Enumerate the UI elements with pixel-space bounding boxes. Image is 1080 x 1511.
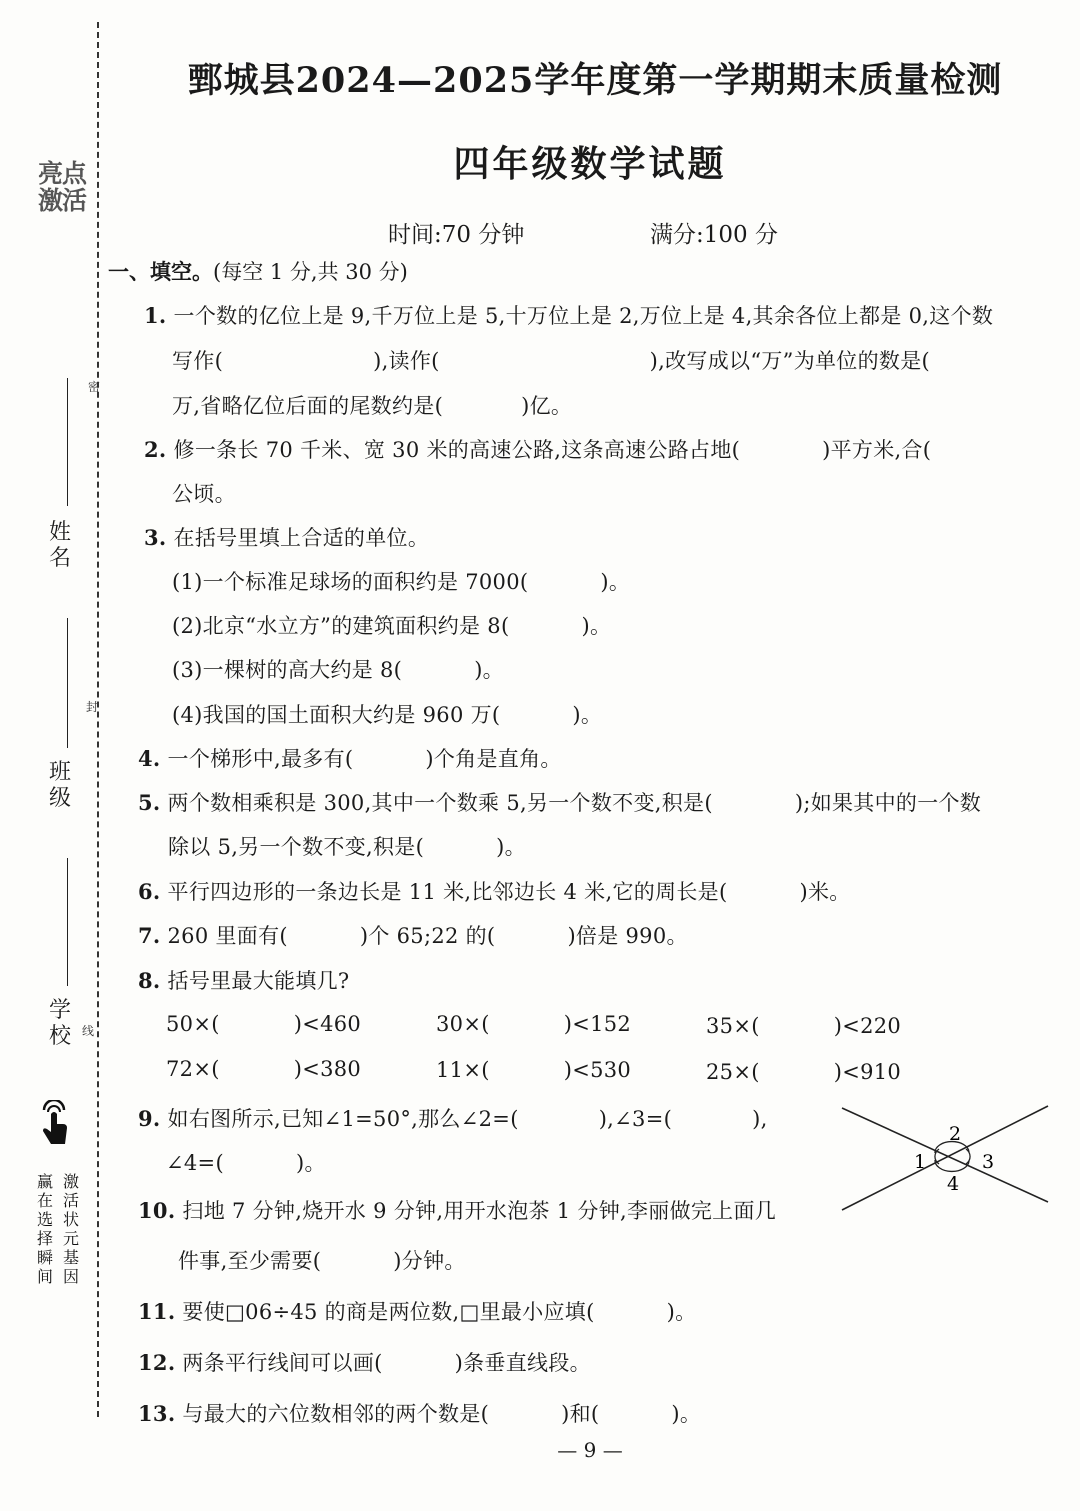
q7-line (138, 920, 688, 950)
q3-item1-end: )。 (600, 570, 631, 594)
q7-text-c: )倍是 990。 (567, 924, 688, 948)
q12-text-end: )条垂直线段。 (454, 1351, 591, 1375)
q1-line2 (172, 345, 930, 375)
q6-text-end: )米。 (799, 880, 851, 904)
q9-line1 (138, 1103, 768, 1133)
q5-text: 两个数相乘积是 300,其中一个数乘 5,另一个数不变,积是( (167, 791, 713, 815)
q8-stem (138, 965, 349, 995)
tap-hand-icon (36, 1100, 72, 1148)
q2-text: 修一条长 70 千米、宽 30 米的高速公路,这条高速公路占地( (173, 438, 741, 462)
figure-label-2: 2 (949, 1123, 962, 1145)
q3-item1-text: (1)一个标准足球场的面积约是 7000( (172, 570, 529, 594)
q3-item3-text: (3)一棵树的高大约是 8( (172, 658, 403, 682)
q7-text: 260 里面有( (167, 924, 288, 948)
slogan-col1: 激活状元基因 (62, 1172, 79, 1286)
q3-item2-text: (2)北京“水立方”的建筑面积约是 8( (172, 614, 510, 638)
q13-text: 与最大的六位数相邻的两个数是( (182, 1402, 490, 1426)
q8-r2c1-a: 72×( (166, 1057, 220, 1081)
brand-top: 亮点 (38, 159, 87, 188)
q6-text: 平行四边形的一条边长是 11 米,比邻边长 4 米,它的周长是( (167, 880, 728, 904)
q9-number: 9. (138, 1106, 161, 1131)
q10-line2-end: )分钟。 (393, 1249, 466, 1273)
figure-label-4: 4 (947, 1173, 960, 1195)
slogan-col2: 赢在选择瞬间 (36, 1172, 53, 1286)
q3-item-1 (172, 566, 630, 596)
class-underline (67, 618, 68, 748)
q10-line2-text: 件事,至少需要( (178, 1249, 322, 1273)
q5-line1 (138, 787, 981, 817)
class-label: 班级 (48, 760, 71, 811)
q3-item4-text: (4)我国的国土面积大约是 960 万( (172, 703, 501, 727)
school-underline (67, 858, 68, 986)
q2-line2: 公顷。 (172, 482, 236, 506)
q13-text-b: )和( (561, 1402, 600, 1426)
q9-text: 如右图所示,已知∠1=50°,那么∠2=( (167, 1107, 519, 1131)
q9-text-b: ),∠3=( (598, 1107, 673, 1131)
q8-item-r2c3 (706, 1060, 901, 1084)
q1-blank-read-open: ),读作( (373, 349, 440, 373)
q9-line2-end: )。 (295, 1151, 326, 1175)
q8-r2c3-b: )<910 (833, 1060, 902, 1084)
q8-r2c2-b: )<530 (563, 1058, 632, 1082)
q8-r1c2-a: 30×( (436, 1012, 490, 1036)
q3-item-3 (172, 654, 504, 684)
q5-text-b: );如果其中的一个数 (794, 791, 982, 815)
q11-text: 要使□06÷45 的商是两位数,□里最小应填( (182, 1300, 595, 1324)
q11-line (138, 1296, 696, 1326)
q1-line3 (172, 390, 572, 420)
q8-item-r2c2 (436, 1058, 631, 1082)
q13-line (138, 1398, 701, 1428)
section-one-title: 一、填空。 (108, 259, 213, 284)
q13-number: 13. (138, 1401, 176, 1426)
q13-text-c: )。 (671, 1402, 702, 1426)
q8-r1c2-b: )<152 (563, 1012, 632, 1036)
q3-number: 3. (144, 525, 167, 550)
q4-text: 一个梯形中,最多有( (167, 747, 354, 771)
q3-stem-text: 在括号里填上合适的单位。 (173, 526, 430, 550)
intersecting-lines-figure (838, 1102, 1050, 1214)
q8-r2c2-a: 11×( (436, 1058, 490, 1082)
time-label: 时间:70 分钟 (388, 222, 525, 248)
q3-item-2 (172, 610, 611, 640)
q2-number: 2. (144, 437, 167, 462)
page-number: — 9 — (557, 1438, 623, 1462)
exam-title: 鄄城县2024—2025学年度第一学期期末质量检测 (187, 60, 1003, 101)
q3-item4-end: )。 (572, 703, 603, 727)
q9-line2 (166, 1147, 326, 1177)
section-one-note: (每空 1 分,共 30 分) (213, 260, 408, 284)
q10-text: 扫地 7 分钟,烧开水 9 分钟,用开水泡茶 1 分钟,李丽做完上面几 (182, 1199, 777, 1223)
brand-bottom: 激活 (38, 186, 87, 215)
q1-line1 (144, 300, 993, 330)
q2-text-b: )平方米,合( (822, 438, 932, 462)
q11-number: 11. (138, 1299, 176, 1324)
name-underline (67, 378, 68, 506)
score-label: 满分:100 分 (650, 222, 778, 248)
q12-text: 两条平行线间可以画( (182, 1351, 383, 1375)
q3-item2-end: )。 (581, 614, 612, 638)
q10-number: 10. (138, 1198, 176, 1223)
q11-text-end: )。 (666, 1300, 697, 1324)
subject-title: 四年级数学试题 (453, 143, 727, 185)
q8-r1c1-b: )<460 (293, 1012, 362, 1036)
figure-label-1: 1 (914, 1151, 927, 1173)
q10-line2 (178, 1245, 466, 1275)
q8-item-r1c2 (436, 1012, 631, 1036)
q9-text-c: ), (752, 1107, 768, 1131)
q9-line2-text: ∠4=( (166, 1151, 224, 1175)
q6-number: 6. (138, 879, 161, 904)
q8-r1c3-b: )<220 (833, 1014, 902, 1038)
q1-blank-wan-open: ),改写成以“万”为单位的数是( (649, 349, 930, 373)
q8-r2c3-a: 25×( (706, 1060, 760, 1084)
seal-mi: 密 (88, 380, 101, 394)
q8-item-r1c1 (166, 1012, 361, 1036)
q8-r1c1-a: 50×( (166, 1012, 220, 1036)
q12-number: 12. (138, 1350, 176, 1375)
q1-blank-write-open: 写作( (172, 349, 224, 373)
q8-stem-text: 括号里最大能填几? (167, 969, 350, 993)
school-label: 学校 (48, 998, 71, 1049)
q5-line2-end: )。 (496, 835, 526, 859)
q4-text-end: )个角是直角。 (425, 747, 562, 771)
q1-text-line1: 一个数的亿位上是 9,千万位上是 5,十万位上是 2,万位上是 4,其余各位上都是 0,这个数 (173, 304, 994, 328)
q8-r1c3-a: 35×( (706, 1014, 760, 1038)
binding-dashed-line (97, 22, 99, 1417)
q4-line (138, 743, 562, 773)
q5-line2-text: 除以 5,另一个数不变,积是( (168, 835, 425, 859)
q5-number: 5. (138, 790, 161, 815)
q8-item-r1c3 (706, 1014, 901, 1038)
q6-line (138, 876, 851, 906)
q8-r2c1-b: )<380 (293, 1057, 362, 1081)
figure-label-3: 3 (982, 1151, 995, 1173)
q5-line2 (168, 831, 526, 861)
q2-line1 (144, 434, 931, 464)
section-one-heading (108, 256, 408, 286)
seal-xian: 线 (82, 1024, 95, 1038)
q1-number: 1. (144, 303, 167, 328)
q1-line3-end: )亿。 (521, 394, 573, 418)
seal-feng: 封 (86, 700, 99, 714)
q7-number: 7. (138, 923, 161, 948)
q7-text-b: )个 65;22 的( (359, 924, 496, 948)
figure-arc-4 (935, 1160, 969, 1171)
q3-item3-end: )。 (474, 658, 504, 682)
q8-item-r2c1 (166, 1057, 361, 1081)
q1-line3-text: 万,省略亿位后面的尾数约是( (172, 394, 444, 418)
q12-line (138, 1347, 591, 1377)
q3-item-4 (172, 699, 602, 729)
q8-number: 8. (138, 968, 161, 993)
q10-line1 (138, 1195, 776, 1225)
q3-stem (144, 522, 429, 552)
name-label: 姓名 (48, 520, 71, 571)
q4-number: 4. (138, 746, 161, 771)
